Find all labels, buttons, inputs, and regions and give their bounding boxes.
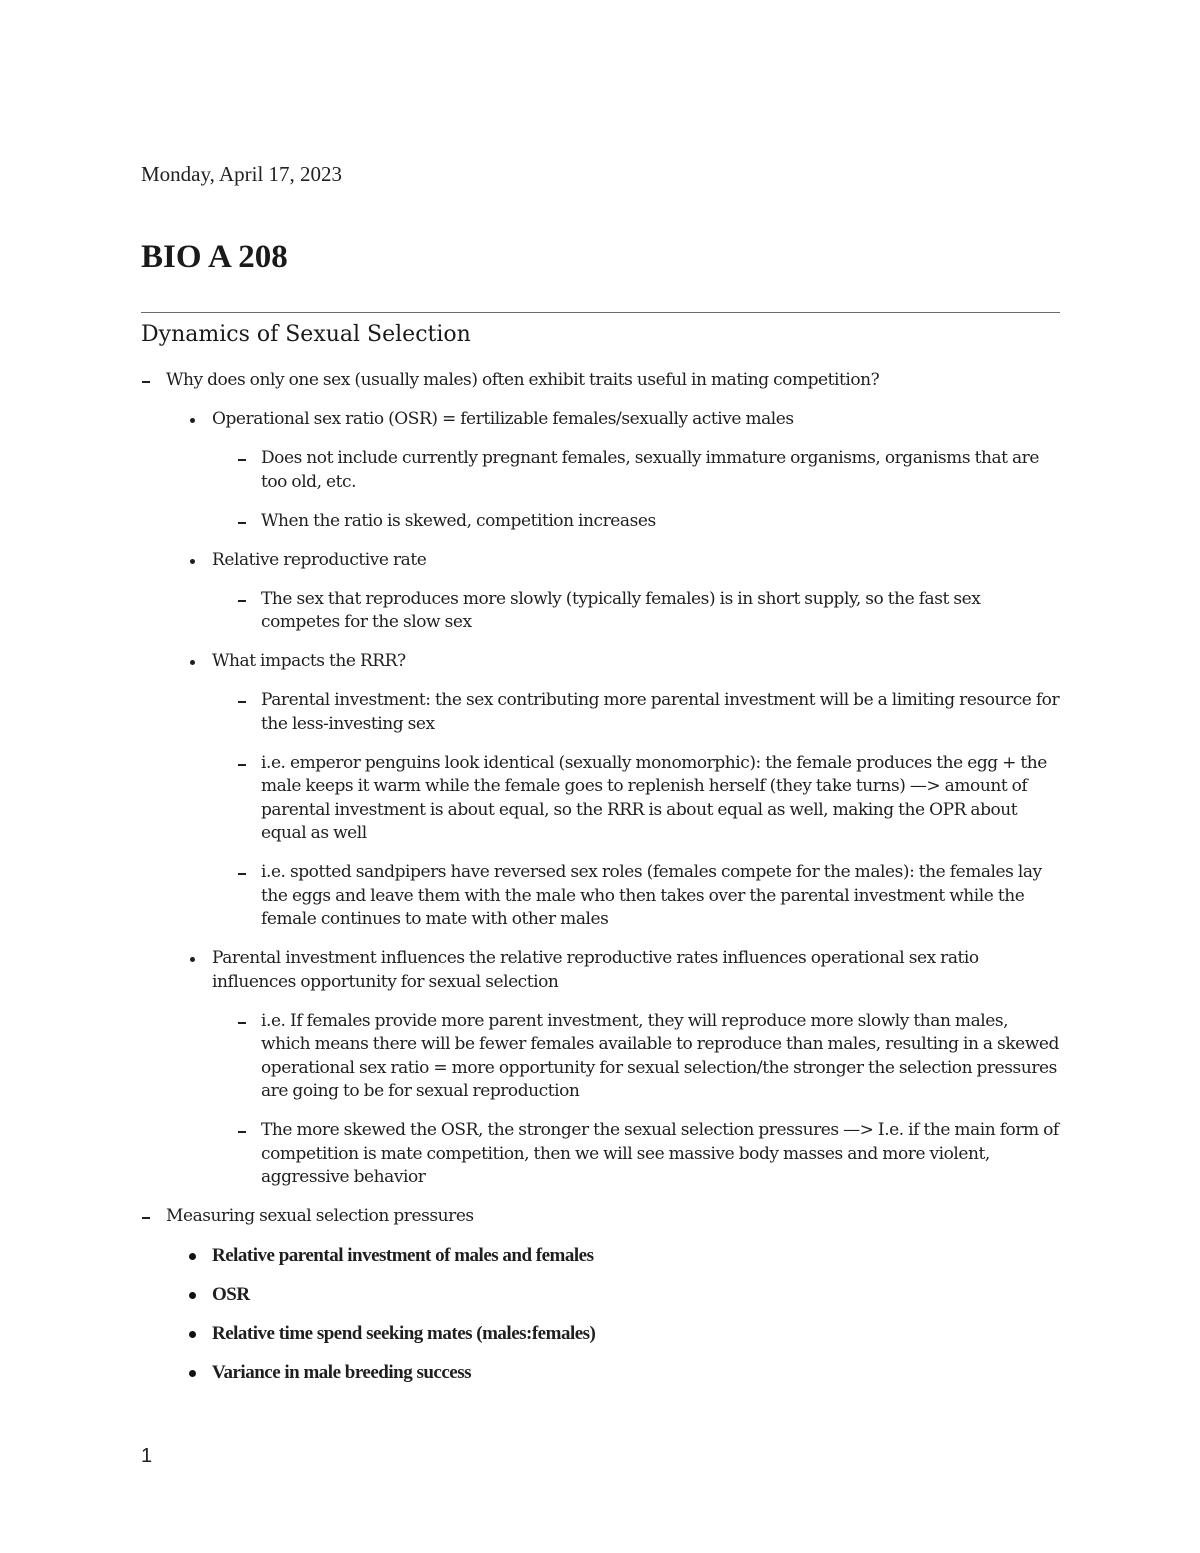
list-item-text: OSR xyxy=(212,1284,250,1305)
sub-list xyxy=(166,408,1061,1190)
bullet-icon xyxy=(189,1292,196,1299)
section-heading: Dynamics of Sexual Selection xyxy=(141,322,471,347)
list-item-text: Operational sex ratio (OSR) = fertilizable females/sexually active males xyxy=(212,409,794,429)
dash-bullet-icon xyxy=(142,381,150,383)
dash-bullet-icon xyxy=(142,1217,150,1219)
bullet-icon xyxy=(190,957,195,962)
list-item-text: Relative reproductive rate xyxy=(212,549,427,570)
list-item xyxy=(187,1283,1061,1307)
bullet-icon xyxy=(189,1331,196,1338)
list-item-text: Variance in male breeding success xyxy=(212,1362,471,1383)
page-title: BIO A 208 xyxy=(141,239,288,275)
list-item-text: Parental investment: the sex contributing more parental investment will be a limiting resource for the less-investing sex xyxy=(261,690,1060,734)
list-item-text: What impacts the RRR? xyxy=(212,651,406,671)
dash-bullet-icon xyxy=(238,600,246,602)
list-item xyxy=(237,752,1061,846)
dash-bullet-icon xyxy=(238,873,246,875)
list-item xyxy=(187,650,1061,932)
note-date: Monday, April 17, 2023 xyxy=(141,162,343,186)
page-number: 1 xyxy=(141,1445,153,1467)
title-divider xyxy=(141,312,1060,313)
bullet-icon xyxy=(189,1370,196,1377)
sub-list xyxy=(212,588,1061,635)
bullet-icon xyxy=(190,418,195,423)
sub-list xyxy=(212,1010,1061,1190)
list-item xyxy=(141,369,1061,1190)
list-item xyxy=(237,447,1061,494)
list-item-text: i.e. spotted sandpipers have reversed sex roles (females compete for the males): the females lay the eggs and leave them with the male who then takes over the parental investment while the female continues to mate with other males xyxy=(261,862,1042,929)
bullet-icon xyxy=(190,559,195,564)
dash-bullet-icon xyxy=(238,1131,246,1133)
list-item-text: Relative time spend seeking mates (males:females) xyxy=(212,1323,596,1344)
outline-list xyxy=(141,369,1061,1385)
notes-body xyxy=(141,369,1061,1400)
sub-list xyxy=(212,447,1061,533)
list-item xyxy=(237,689,1061,736)
list-item xyxy=(237,510,1061,534)
dash-bullet-icon xyxy=(238,1022,246,1024)
bullet-icon xyxy=(189,1253,196,1260)
list-item xyxy=(187,1361,1061,1385)
sub-list xyxy=(212,689,1061,932)
list-item-text: Measuring sexual selection pressures xyxy=(166,1206,474,1226)
list-item xyxy=(237,861,1061,932)
list-item-text: The more skewed the OSR, the stronger the sexual selection pressures —> I.e. if the main form of competition is mate competition, then we will see massive body masses and more violent, aggressive behavior xyxy=(261,1120,1059,1187)
list-item-text: Why does only one sex (usually males) often exhibit traits useful in mating competition? xyxy=(166,370,880,390)
list-item-text: Relative parental investment of males and females xyxy=(212,1245,594,1266)
list-item-text: When the ratio is skewed, competition increases xyxy=(261,510,656,531)
list-item xyxy=(187,947,1061,1190)
dash-bullet-icon xyxy=(238,701,246,703)
list-item-text: Does not include currently pregnant females, sexually immature organisms, organisms that are too old, etc. xyxy=(261,448,1039,492)
list-item xyxy=(237,588,1061,635)
dash-bullet-icon xyxy=(238,764,246,766)
list-item-text: i.e. If females provide more parent investment, they will reproduce more slowly than males, which means there will be fewer females available to reproduce than males, resulting in a skewed operational sex ratio = more opportunity for sexual selection/the stronger the selection pressures are going to be for sexual reproduction xyxy=(261,1010,1059,1101)
bullet-icon xyxy=(190,660,195,665)
list-item xyxy=(187,1244,1061,1268)
list-item xyxy=(237,1010,1061,1104)
list-item xyxy=(141,1205,1061,1385)
list-item xyxy=(237,1119,1061,1190)
list-item-text: i.e. emperor penguins look identical (sexually monomorphic): the female produces the egg + the male keeps it warm while the female goes to replenish herself (they take turns) —> amount of parental investment is about equal, so the RRR is about equal as well, making the OPR about equal as well xyxy=(261,752,1047,843)
dash-bullet-icon xyxy=(238,522,246,524)
list-item xyxy=(187,1322,1061,1346)
dash-bullet-icon xyxy=(238,459,246,461)
sub-list xyxy=(166,1244,1061,1385)
list-item xyxy=(187,549,1061,635)
list-item xyxy=(187,408,1061,533)
list-item-text: Parental investment influences the relative reproductive rates influences operational sex ratio influences opportunity for sexual selection xyxy=(212,948,979,992)
list-item-text: The sex that reproduces more slowly (typically females) is in short supply, so the fast sex competes for the slow sex xyxy=(261,588,981,632)
